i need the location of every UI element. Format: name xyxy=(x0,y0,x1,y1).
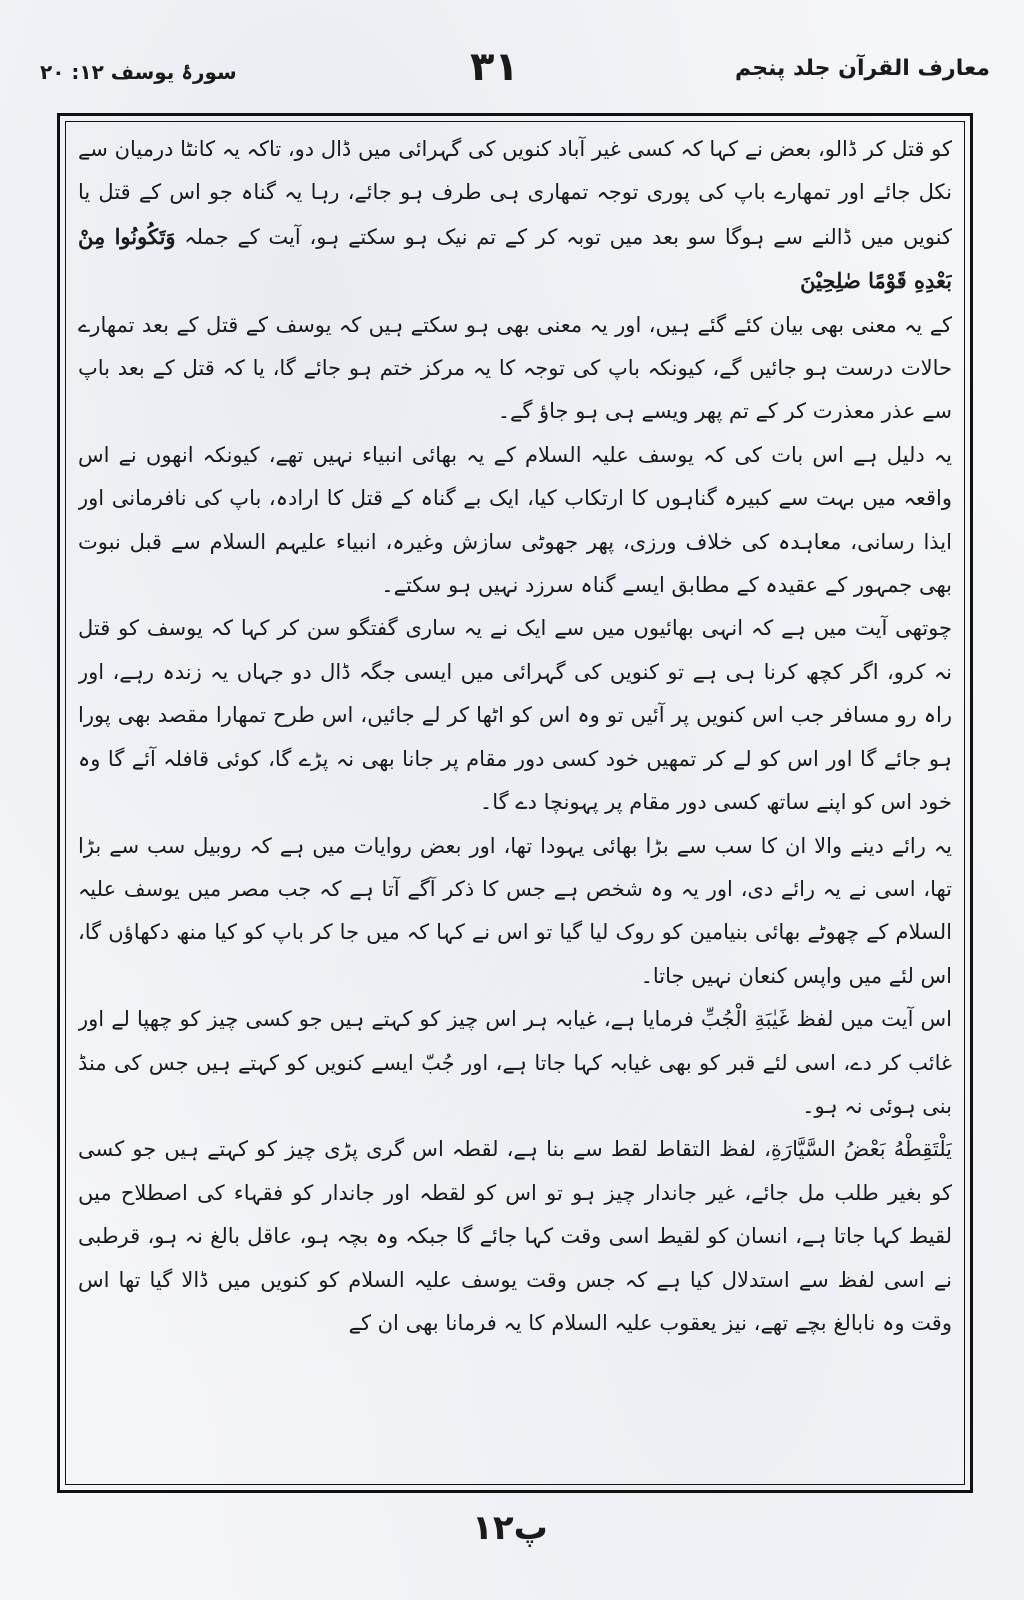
paragraph-6: اس آیت میں لفظ غَيٰبَةِ الْجُبِّ فرمایا ہے، غیابہ ہر اس چیز کو کہتے ہیں جو کسی چیز کو چھپا لے اور غائب کر دے، اسی لئے قبر کو بھی غیابہ کہا جاتا ہے، اور جُبّ ایسے کنویں کو کہتے ہیں جس کی منڈ بنی ہوئی نہ ہو۔ xyxy=(78,1007,952,1118)
body-text xyxy=(78,128,952,1478)
footer-page-mark: ۱۲پ xyxy=(472,1508,548,1548)
paragraph-1 xyxy=(78,128,952,304)
paragraph-3: یہ دلیل ہے اس بات کی کہ یوسف علیہ السلام کے یہ بھائی انبیاء نہیں تھے، کیونکہ انھوں نے اس واقعہ میں بہت سے کبیرہ گناہوں کا ارتکاب کیا، ایک بے گناہ کے قتل کا ارادہ، باپ کی نافرمانی اور ایذا رسانی، معاہدہ کی خلاف ورزی، پھر جھوٹی سازش وغیرہ، انبیاء علیہم السلام سے قبل نبوت بھی جمہور کے عقیدہ کے مطابق ایسے گناہ سرزد نہیں ہو سکتے۔ xyxy=(78,442,952,598)
page-number: ۳۱ xyxy=(470,44,519,90)
quran-fragment: وَتَكُونُوا مِنْ بَعْدِهِ قَوْمًا صٰلِحِيْنَ xyxy=(78,223,952,294)
paragraph-2: کے یہ معنی بھی بیان کئے گئے ہیں، اور یہ معنی بھی ہو سکتے ہیں کہ یوسف کے قتل کے بعد تمھارے حالات درست ہو جائیں گے، کیونکہ باپ کی توجہ کا یہ مرکز ختم ہو جائے گا، یا کہ قتل کے بعد باپ سے عذر معذرت کر کے تم پھر ویسے ہی ہو جاؤ گے۔ xyxy=(78,312,952,424)
paragraph-4: چوتھی آیت میں ہے کہ انہی بھائیوں میں سے ایک نے یہ ساری گفتگو سن کر کہا کہ یوسف کو قتل نہ کرو، اگر کچھ کرنا ہی ہے تو کنویں کی گہرائی میں ایسی جگہ ڈال دو جہاں یہ زندہ رہے، اور راہ رو مسافر جب اس کنویں پر آئیں تو وہ اس کو اٹھا کر لے جائیں، اس طرح تمھارا مقصد بھی پورا ہو جائے گا اور اس کو لے کر تمھیں خود کسی دور مقام پر جانا بھی نہ پڑے گا، کوئی قافلہ آئے گا وہ خود اس کو اپنے ساتھ کسی دور مقام پر پہونچا دے گا۔ xyxy=(78,616,952,815)
paragraph-5: یہ رائے دینے والا ان کا سب سے بڑا بھائی یہودا تھا، اور بعض روایات میں ہے کہ روبیل سب سے بڑا تھا، اسی نے یہ رائے دی، اور یہ وہ شخص ہے جس کا ذکر آگے آتا ہے کہ جب مصر میں یوسف علیہ السلام کے چھوٹے بھائی بنیامین کو روک لیا گیا تو اس نے کہا کہ میں جا کر باپ کو کیا منھ دکھاؤں گا، اس لئے میں واپس کنعان نہیں جاتا۔ xyxy=(78,833,952,988)
paragraph-7: يَلْتَقِطْهُ بَعْضُ السَّيَّارَةِ، لفظ التقاط لقط سے بنا ہے، لقطہ اس گری پڑی چیز کو کہتے ہیں جو کسی کو بغیر طلب مل جائے، غیر جاندار چیز ہو تو اس کو لقطہ اور جاندار کو فقہاء کی اصطلاح میں لقیط کہا جاتا ہے، انسان کو لقیط اسی وقت کہا جائے گا جبکہ وہ بچہ ہو، عاقل بالغ نہ ہو، قرطبی نے اسی لفظ سے استدلال کیا ہے کہ جس وقت یوسف علیہ السلام کو کنویں میں ڈالا گیا تھا اس وقت وہ نابالغ بچے تھے، نیز یعقوب علیہ السلام کا یہ فرمانا بھی ان کے xyxy=(78,1137,952,1335)
page-header xyxy=(30,42,990,102)
paragraph-1-text: کو قتل کر ڈالو، بعض نے کہا کہ کسی غیر آباد کنویں کی گہرائی میں ڈال دو، تاکہ یہ کانٹا درمیان سے نکل جائے اور تمھارے باپ کی پوری توجہ تمھاری ہی طرف ہو جائے، رہا یہ گناہ جو اس کے قتل یا کنویں میں ڈالنے سے ہوگا سو بعد میں توبہ کر کے تم نیک ہو سکتے ہو، آیت کے جملہ xyxy=(78,137,952,249)
book-title: معارف القرآن جلد پنجم xyxy=(734,56,990,81)
surah-reference: سورۂ یوسف ۱۲: ۲۰ xyxy=(40,60,237,84)
